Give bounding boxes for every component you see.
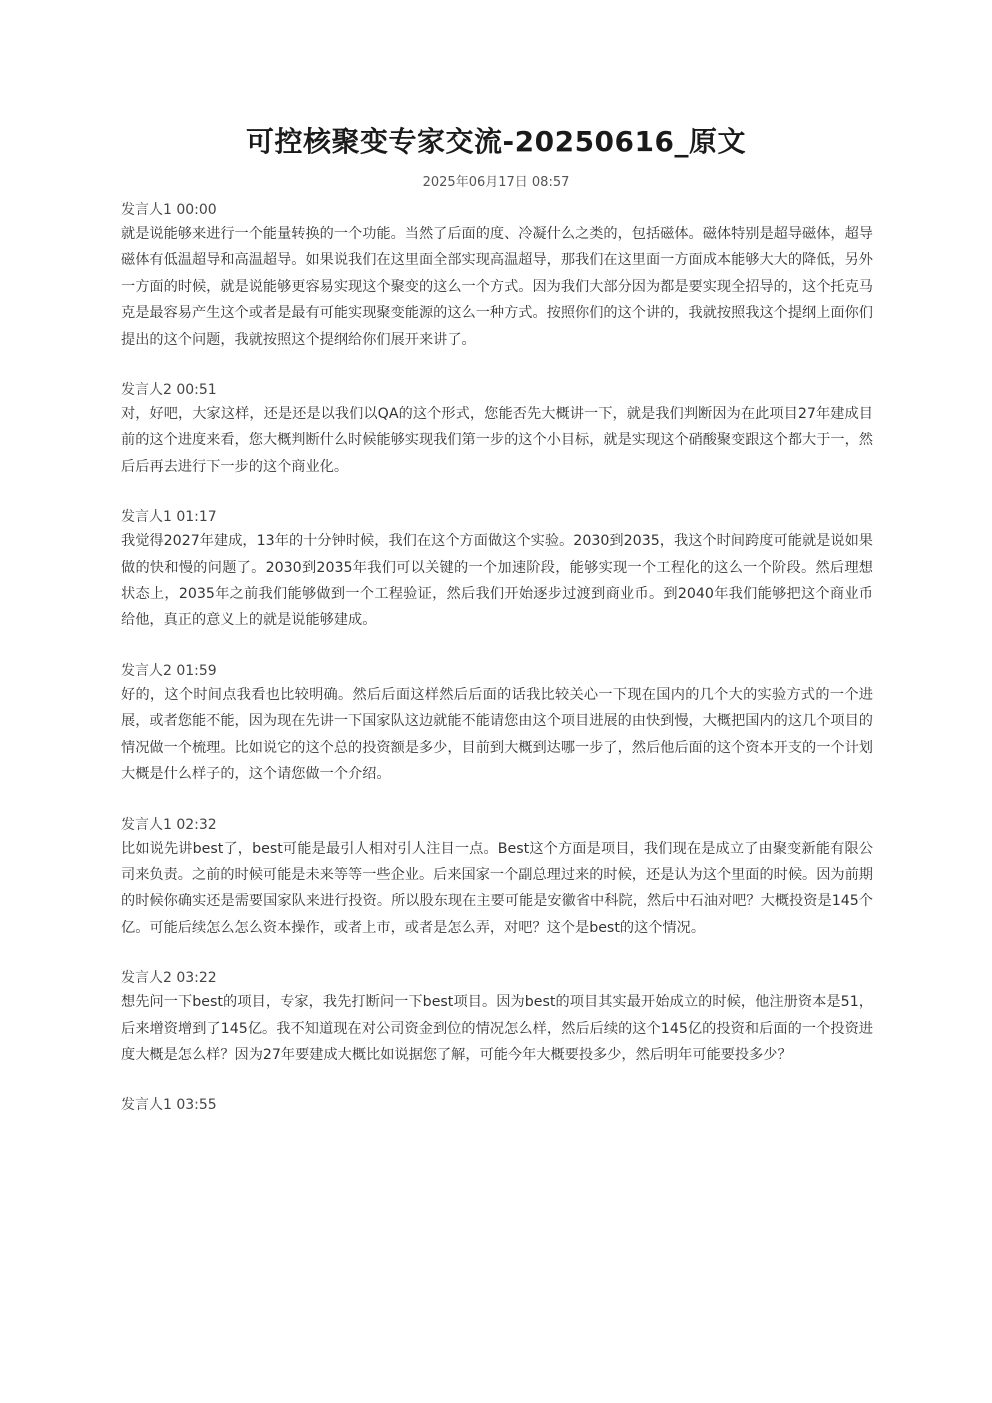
speaker-timestamp: 发言人2 01:59 (121, 662, 217, 679)
transcript-segment (121, 506, 873, 634)
transcript-segment (121, 199, 873, 353)
segment-text: 想先问一下best的项目，专家，我先打断问一下best项目。因为best的项目其实最开始成立的时候，他注册资本是51，后来增资增到了145亿。我不知道现在对公司资金到位的情况怎么样，然后后续的这个145亿的投资和后面的一个投资进度大概是怎么样？因为27年要建成大概比如说据您了解，可能今年大概要投多少，然后明年可能要投多少？ (121, 994, 873, 1063)
segment-text: 对，好吧，大家这样，还是还是以我们以QA的这个形式，您能否先大概讲一下，就是我们判断因为在此项目27年建成目前的这个进度来看，您大概判断什么时候能够实现我们第一步的这个小目标，就是实现这个硝酸聚变跟这个都大于一，然后后再去进行下一步的这个商业化。 (121, 406, 873, 475)
speaker-timestamp: 发言人1 02:32 (121, 816, 217, 833)
speaker-timestamp: 发言人2 03:22 (121, 970, 217, 987)
document-date: 2025年06月17日 08:57 (422, 175, 570, 190)
speaker-timestamp: 发言人1 03:55 (121, 1097, 217, 1114)
segment-text: 比如说先讲best了，best可能是最引人相对引人注目一点。Best这个方面是项目，我们现在是成立了由聚变新能有限公司来负责。之前的时候可能是未来等等一些企业。后来国家一个副总理过来的时候，还是认为这个里面的时候。因为前期的时候你确实还是需要国家队来进行投资。所以股东现在主要可能是安徽省中科院，然后中石油对吧？大概投资是145个亿。可能后续怎么怎么资本操作，或者上市，或者是怎么弄，对吧？这个是best的这个情况。 (121, 840, 873, 936)
speaker-timestamp: 发言人1 00:00 (121, 202, 217, 218)
speaker-timestamp: 发言人2 00:51 (121, 382, 217, 399)
document-title: 可控核聚变专家交流-20250616_原文 (246, 125, 746, 158)
segment-text: 就是说能够来进行一个能量转换的一个功能。当然了后面的度、冷凝什么之类的，包括磁体。磁体特别是超导磁体，超导磁体有低温超导和高温超导。如果说我们在这里面全部实现高温超导，那我们在这里面一方面成本能够大大的降低，另外一方面的时候，就是说能够更容易实现这个聚变的这么一个方式。因为我们大部分因为都是要实现全招导的，这个托克马克是最容易产生这个或者是最有可能实现聚变能源的这么一种方式。按照你们的这个讲的，我就按照我这个提纲上面你们提出的这个问题，我就按照这个提纲给你们展开来讲了。 (121, 226, 873, 348)
transcript-segment (121, 1094, 873, 1116)
transcript-segment (121, 967, 873, 1068)
transcript-segment (121, 814, 873, 942)
segment-text: 好的，这个时间点我看也比较明确。然后后面这样然后后面的话我比较关心一下现在国内的几个大的实验方式的一个进展，或者您能不能，因为现在先讲一下国家队这边就能不能请您由这个项目进展的由快到慢，大概把国内的这几个项目的情况做一个梳理。比如说它的这个总的投资额是多少，目前到大概到达哪一步了，然后他后面的这个资本开支的一个计划大概是什么样子的，这个请您做一个介绍。 (121, 686, 873, 783)
transcript (121, 199, 873, 1142)
transcript-segment (121, 660, 873, 788)
segment-text: 我觉得2027年建成，13年的十分钟时候，我们在这个方面做这个实验。2030到2035，我这个时间跨度可能就是说如果做的快和慢的问题了。2030到2035年我们可以关键的一个加速阶段，能够实现一个工程化的这么一个阶段。然后理想状态上，2035年之前我们能够做到一个工程验证，然后我们开始逐步过渡到商业币。到2040年我们能够把这个商业币给他，真正的意义上的就是说能够建成。 (121, 533, 873, 629)
transcript-segment (121, 379, 873, 480)
speaker-timestamp: 发言人1 01:17 (121, 509, 217, 526)
